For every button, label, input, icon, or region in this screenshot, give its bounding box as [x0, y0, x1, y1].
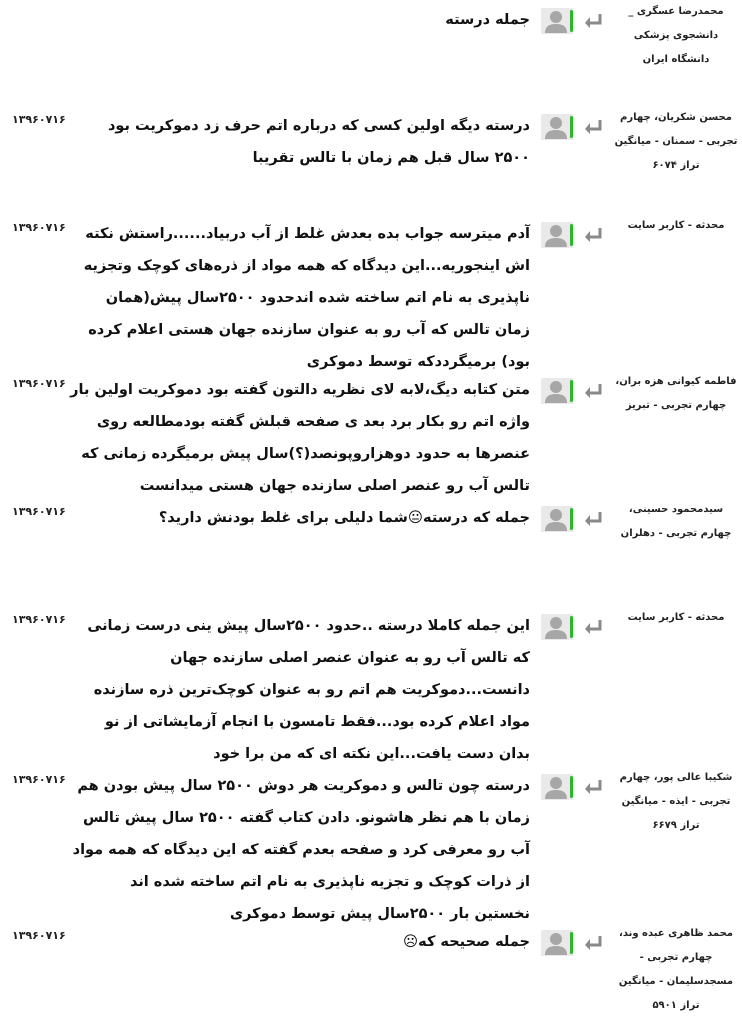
comment-date: ۱۳۹۶۰۷۱۶: [12, 613, 66, 626]
avatar: [541, 8, 573, 34]
comment-date: ۱۳۹۶۰۷۱۶: [12, 113, 66, 126]
comment-text: آدم میترسه جواب بده بعدش غلط از آب دربیاد......راستش نکته اش اینجوریه...این دیدگاه که همه مواد از ذره‌های کوچک وتجزیه ناپذیری به نام اتم ساخته شده اندحدود ۲۵۰۰سال پیش(همان زمان تالس که آب رو به عنوان سازنده جهان هستی اعلام کرده بود) برمیگرددکه توسط دموکری: [83, 226, 530, 370]
comment-author[interactable]: محمدرضا عسگری _ دانشجوی پزشکی دانشگاه ایران: [628, 6, 724, 65]
comment-text: جمله صحیحه که☹: [403, 934, 530, 950]
comment-text: جمله که درسته😐شما دلیلی برای غلط بودنش دارید؟: [158, 510, 530, 526]
avatar: [541, 614, 573, 640]
user-icon: [541, 614, 573, 640]
comment-date: ۱۳۹۶۰۷۱۶: [12, 773, 66, 786]
comment-date: ۱۳۹۶۰۷۱۶: [12, 377, 66, 390]
comment-author[interactable]: سیدمحمود حسینی، چهارم تجربی - دهلران: [620, 504, 732, 539]
reply-icon[interactable]: [583, 510, 603, 526]
reply-icon[interactable]: [583, 382, 603, 398]
user-icon: [541, 378, 573, 404]
reply-icon[interactable]: [583, 118, 603, 134]
reply-icon[interactable]: [583, 934, 603, 950]
user-icon: [541, 930, 573, 956]
avatar: [541, 114, 573, 140]
comment-date: ۱۳۹۶۰۷۱۶: [12, 929, 66, 942]
reply-icon[interactable]: [583, 618, 603, 634]
comment-author[interactable]: محدثه - کاربر سایت: [627, 220, 725, 231]
reply-icon[interactable]: [583, 778, 603, 794]
comment-text: درسته دیگه اولین کسی که درباره اتم حرف زد دموکریت بود ۲۵۰۰ سال قبل هم زمان با تالس تقریبا: [107, 118, 530, 166]
comment-author[interactable]: محدثه - کاربر سایت: [627, 612, 725, 623]
comment-date: ۱۳۹۶۰۷۱۶: [12, 221, 66, 234]
user-icon: [541, 8, 573, 34]
comment-text: متن کتابه دیگ،لابه لای نظریه دالتون گفته بود دموکریت اولین بار واژه اتم رو بکار برد بعد ی صفحه قبلش گفته بودمطالعه روی عنصرها به حدود دوهزاروپونصد(؟)سال پیش برمیگرده زمانی که تالس آب رو عنصر اصلی سازنده جهان هستی میدانست: [70, 382, 530, 494]
avatar: [541, 930, 573, 956]
user-icon: [541, 774, 573, 800]
comment-text: این جمله کاملا درسته ..حدود ۲۵۰۰سال پیش ینی درست زمانی که تالس آب رو به عنوان عنصر اصلی سازنده جهان دانست...دموکریت هم اتم رو به عنوان کوچک‌ترین ذره سازنده مواد اعلام کرده بود...فقط تامسون با انجام آزمایشاتی از نو بدان دست یافت...این نکته ای که من برا خود: [87, 618, 530, 762]
reply-icon[interactable]: [583, 12, 603, 28]
user-icon: [541, 506, 573, 532]
comment-author[interactable]: شکیبا عالی پور، چهارم تجربی - ایذه - میانگین تراز ۶۶۷۹: [619, 772, 733, 831]
user-icon: [541, 222, 573, 248]
comment-author[interactable]: محسن شکریان، چهارم تجربی - سمنان - میانگین تراز ۶۰۷۴: [614, 112, 738, 171]
user-icon: [541, 114, 573, 140]
comment-text: درسته چون تالس و دموکریت هر دوش ۲۵۰۰ سال پیش بودن هم زمان با هم نظر هاشونو. دادن کتاب گفته ۲۵۰۰ سال پیش تالس آب رو معرفی کرد و صفحه بعدم گفته که این دیدگاه که همه مواد از ذرات کوچک و تجزیه ناپذیری به نام اتم ساخته شده اند نخستین بار ۲۵۰۰سال پیش توسط دموکری: [72, 778, 530, 922]
avatar: [541, 222, 573, 248]
reply-icon[interactable]: [583, 226, 603, 242]
comment-author[interactable]: فاطمه کیوانی هزه بران، چهارم تجربی - تبریز: [615, 376, 737, 411]
avatar: [541, 378, 573, 404]
comment-date: ۱۳۹۶۰۷۱۶: [12, 505, 66, 518]
comment-text: جمله درسته: [445, 12, 530, 28]
comment-author[interactable]: محمد ظاهری عبده وند، چهارم تجربی - مسجدسلیمان - میانگین تراز ۵۹۰۱: [618, 928, 734, 1011]
avatar: [541, 506, 573, 532]
avatar: [541, 774, 573, 800]
